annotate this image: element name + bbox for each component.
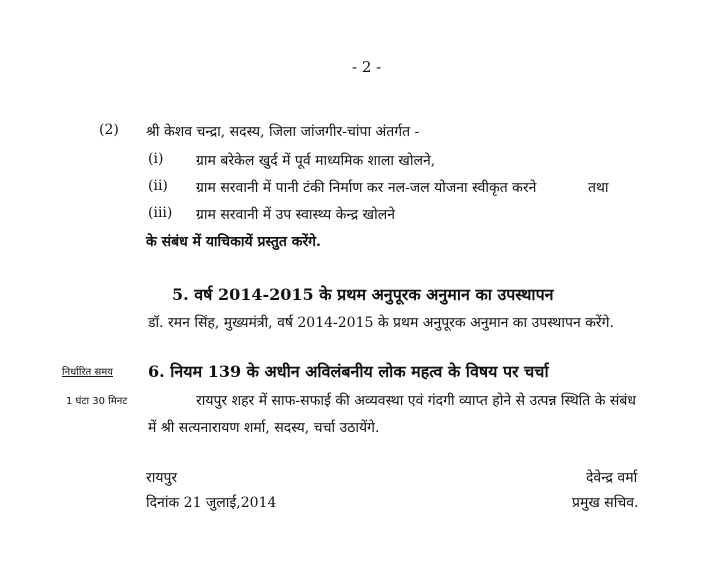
item-text: ग्राम सरवानी में उप स्वास्थ्य केन्द्र खोलने (196, 207, 395, 223)
time-label: निर्धारित समय (62, 367, 113, 378)
item-text: ग्राम बरेकेल खुर्द में पूर्व माध्यमिक शाला खोलने, (196, 153, 436, 169)
page-number: - 2 - (352, 58, 382, 76)
item-number: (iii) (148, 205, 173, 221)
petition-intro: श्री केशव चन्द्रा, सदस्य, जिला जांजगीर-चांपा अंतर्गत - (146, 124, 420, 140)
section-6-line2: में श्री सत्यनारायण शर्मा, सदस्य, चर्चा उठायेंगे. (148, 420, 380, 436)
footer-name: देवेन्द्र वर्मा (586, 470, 638, 486)
footer-place: रायपुर (146, 470, 178, 486)
time-duration: 1 घंटा 30 मिनट (66, 396, 128, 407)
item-suffix: तथा (588, 180, 609, 196)
section-6-line1: रायपुर शहर में साफ-सफाई की अव्यवस्था एवं गंदगी व्याप्त होने से उत्पन्न स्थिति के संबंध (196, 393, 636, 409)
item-number: (ii) (148, 178, 168, 194)
item-number: (i) (148, 151, 164, 167)
petition-closing: के संबंध में याचिकायें प्रस्तुत करेंगे. (146, 234, 321, 250)
item-text: ग्राम सरवानी में पानी टंकी निर्माण कर नल-जल योजना स्वीकृत करने (196, 180, 537, 196)
section-5-heading: 5. वर्ष 2014-2015 के प्रथम अनुपूरक अनुमान का उपस्थापन (172, 285, 554, 304)
section-6-heading: 6. नियम 139 के अधीन अविलंबनीय लोक महत्व के विषय पर चर्चा (148, 362, 549, 381)
section-5-text: डॉ. रमन सिंह, मुख्यमंत्री, वर्ष 2014-2015 के प्रथम अनुपूरक अनुमान का उपस्थापन करेंगे. (148, 315, 614, 331)
petition-number: (2) (99, 122, 119, 138)
footer-date: दिनांक 21 जुलाई,2014 (146, 495, 277, 511)
footer-designation: प्रमुख सचिव. (572, 495, 639, 511)
